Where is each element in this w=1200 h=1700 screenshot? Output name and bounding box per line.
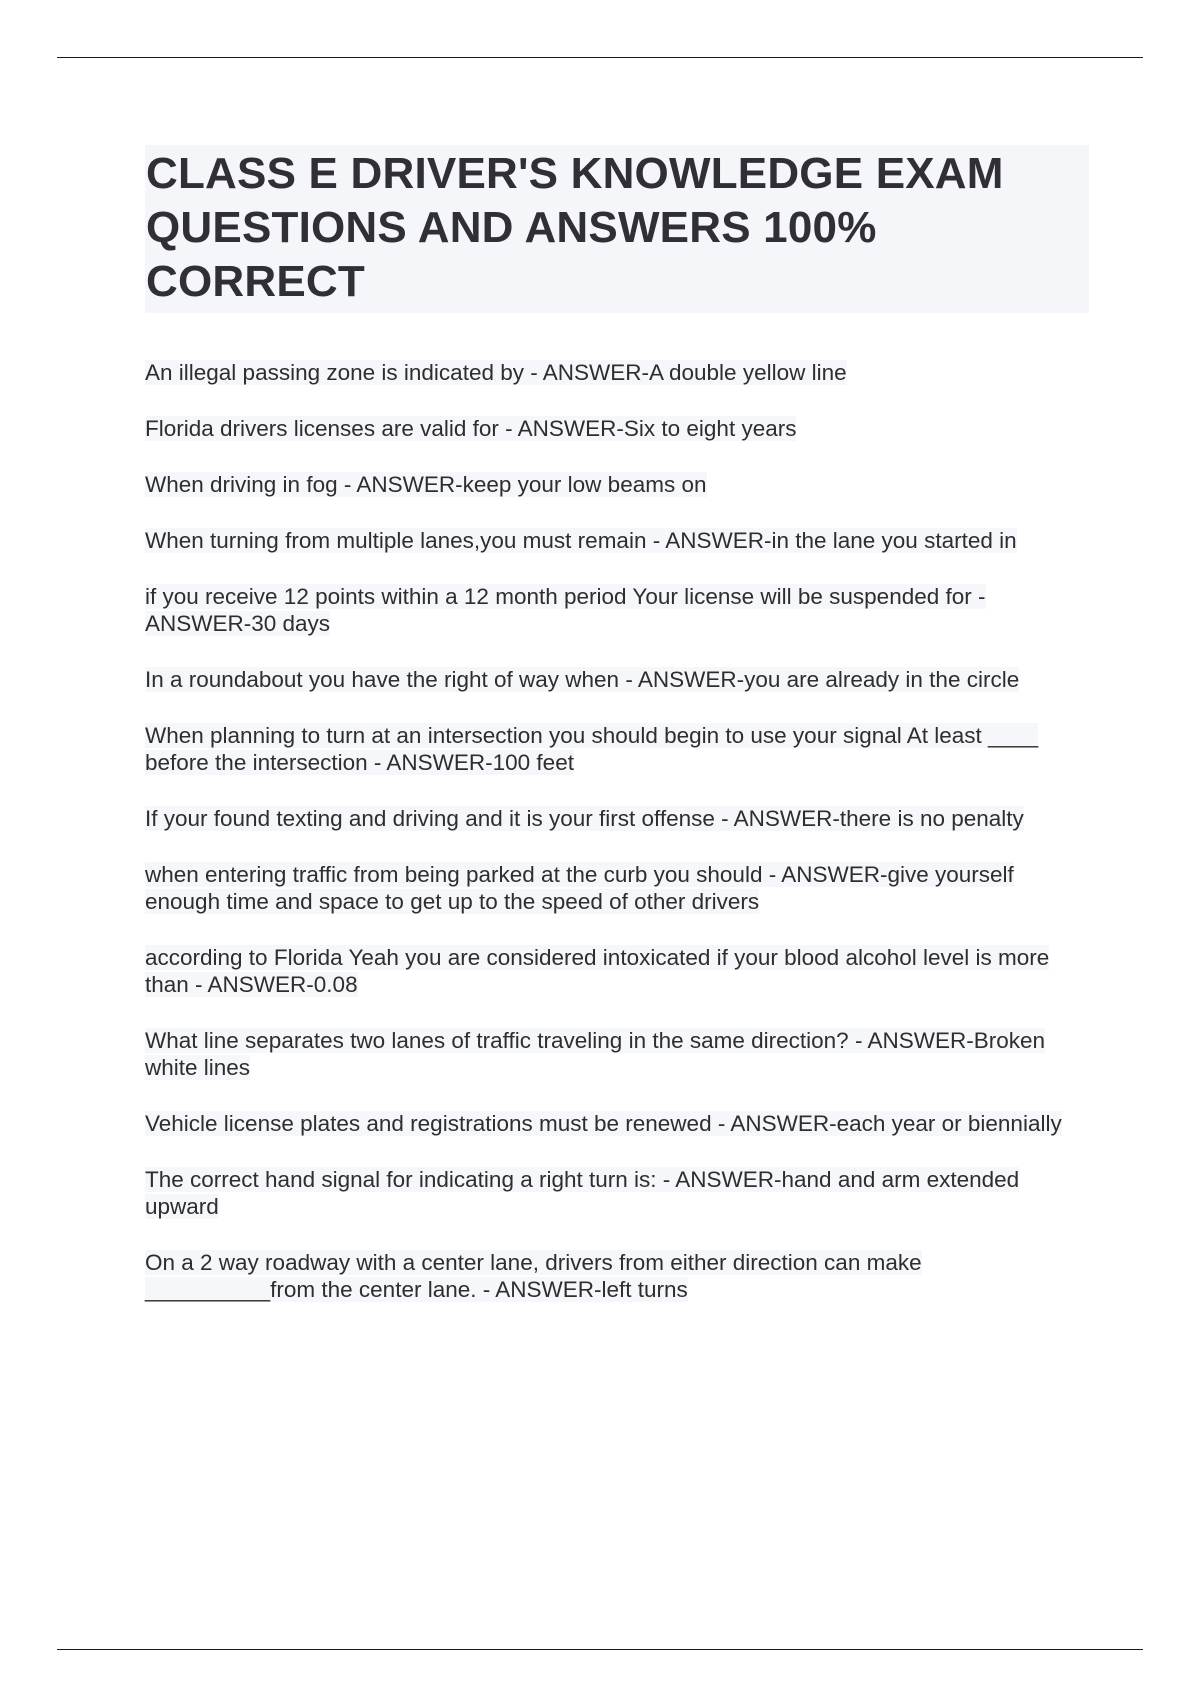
qa-item [145,666,1089,693]
qa-item [145,471,1089,498]
qa-text: When driving in fog - ANSWER-keep your low beams on [145,472,707,497]
qa-item [145,1249,1089,1303]
header-rule [57,57,1143,58]
qa-item [145,1166,1089,1220]
qa-text: An illegal passing zone is indicated by - ANSWER-A double yellow line [145,360,847,385]
qa-text: according to Florida Yeah you are considered intoxicated if your blood alcohol level is more than - ANSWER-0.08 [145,945,1050,997]
qa-text: The correct hand signal for indicating a right turn is: - ANSWER-hand and arm extended upward [145,1167,1020,1219]
document-body [145,145,1089,1332]
qa-list [145,359,1089,1303]
footer-rule [57,1649,1143,1650]
document-title: CLASS E DRIVER'S KNOWLEDGE EXAM QUESTIONS AND ANSWERS 100% CORRECT [146,149,1004,306]
qa-text: What line separates two lanes of traffic traveling in the same direction? - ANSWER-Broken white lines [145,1028,1045,1080]
qa-item [145,1110,1089,1137]
qa-text: If your found texting and driving and it is your first offense - ANSWER-there is no penalty [145,806,1024,831]
qa-text: In a roundabout you have the right of way when - ANSWER-you are already in the circle [145,667,1020,692]
qa-text: if you receive 12 points within a 12 month period Your license will be suspended for - ANSWER-30 days [145,584,986,636]
qa-text: when entering traffic from being parked at the curb you should - ANSWER-give yourself enough time and space to get up to the speed of other drivers [145,862,1014,914]
qa-item [145,1027,1089,1081]
qa-text: When planning to turn at an intersection you should begin to use your signal At least ____ before the intersection - ANSWER-100 feet [145,723,1039,775]
qa-item [145,805,1089,832]
qa-item [145,722,1089,776]
qa-text: Florida drivers licenses are valid for - ANSWER-Six to eight years [145,416,797,441]
qa-item [145,359,1089,386]
qa-item [145,415,1089,442]
qa-item [145,527,1089,554]
qa-text: Vehicle license plates and registrations must be renewed - ANSWER-each year or biennially [145,1111,1062,1136]
qa-item [145,583,1089,637]
qa-item [145,861,1089,915]
qa-text: On a 2 way roadway with a center lane, drivers from either direction can make __________from the center lane. - ANSWER-left turns [145,1250,922,1302]
title-block [145,145,1089,313]
qa-text: When turning from multiple lanes,you must remain - ANSWER-in the lane you started in [145,528,1017,553]
qa-item [145,944,1089,998]
